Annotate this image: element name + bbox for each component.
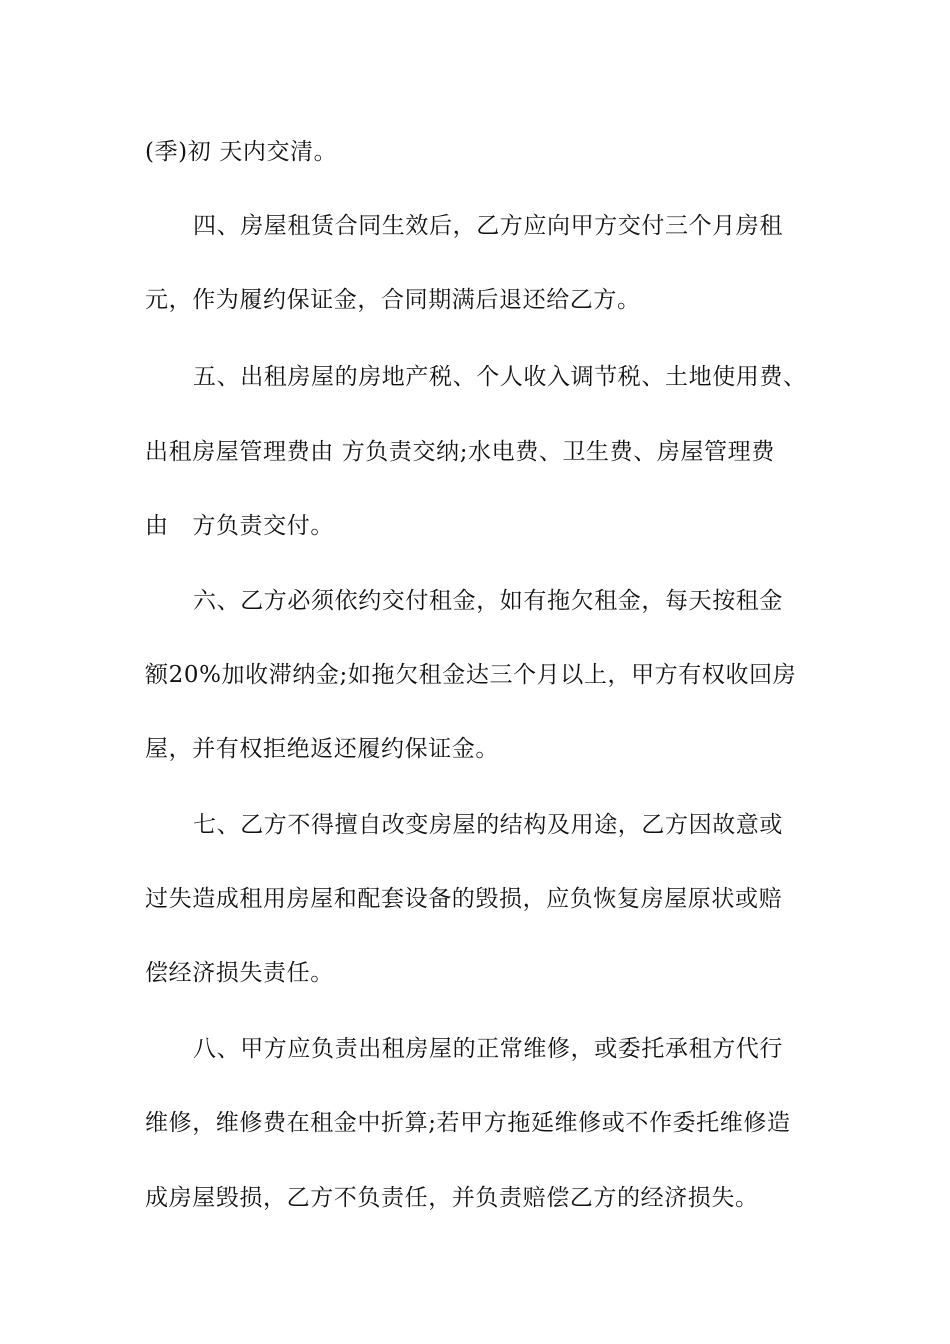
- clause-8-line-3: 成房屋毁损，乙方不负责任，并负责赔偿乙方的经济损失。: [145, 1185, 759, 1211]
- clause-8-line-1: 八、甲方应负责出租房屋的正常维修，或委托承租方代行: [193, 1036, 783, 1062]
- clause-6-line-1: 六、乙方必须依约交付租金，如有拖欠租金，每天按租金: [193, 588, 783, 614]
- clause-6-line-3: 屋，并有权拒绝返还履约保证金。: [145, 736, 499, 762]
- clause-7-line-3: 偿经济损失责任。: [145, 960, 334, 986]
- text-line-1: (季)初 天内交清。: [145, 139, 338, 165]
- clause-7-line-1: 七、乙方不得擅自改变房屋的结构及用途，乙方因故意或: [193, 812, 783, 838]
- clause-5-line-1: 五、出租房屋的房地产税、个人收入调节税、土地使用费、: [193, 364, 807, 390]
- clause-4-line-1: 四、房屋租赁合同生效后，乙方应向甲方交付三个月房租: [193, 213, 783, 239]
- clause-7-line-2: 过失造成租用房屋和配套设备的毁损，应负恢复房屋原状或赔: [145, 886, 783, 912]
- clause-4-line-2: 元，作为履约保证金，合同期满后退还给乙方。: [145, 287, 641, 313]
- clause-6-line-2: 额20%加收滞纳金;如拖欠租金达三个月以上，甲方有权收回房: [145, 662, 797, 688]
- clause-5-line-2: 出租房屋管理费由 方负责交纳;水电费、卫生费、房屋管理费: [145, 439, 775, 465]
- clause-5-line-3: 由 方负责交付。: [145, 513, 334, 539]
- clause-8-line-2: 维修，维修费在租金中折算;若甲方拖延维修或不作委托维修造: [145, 1110, 791, 1136]
